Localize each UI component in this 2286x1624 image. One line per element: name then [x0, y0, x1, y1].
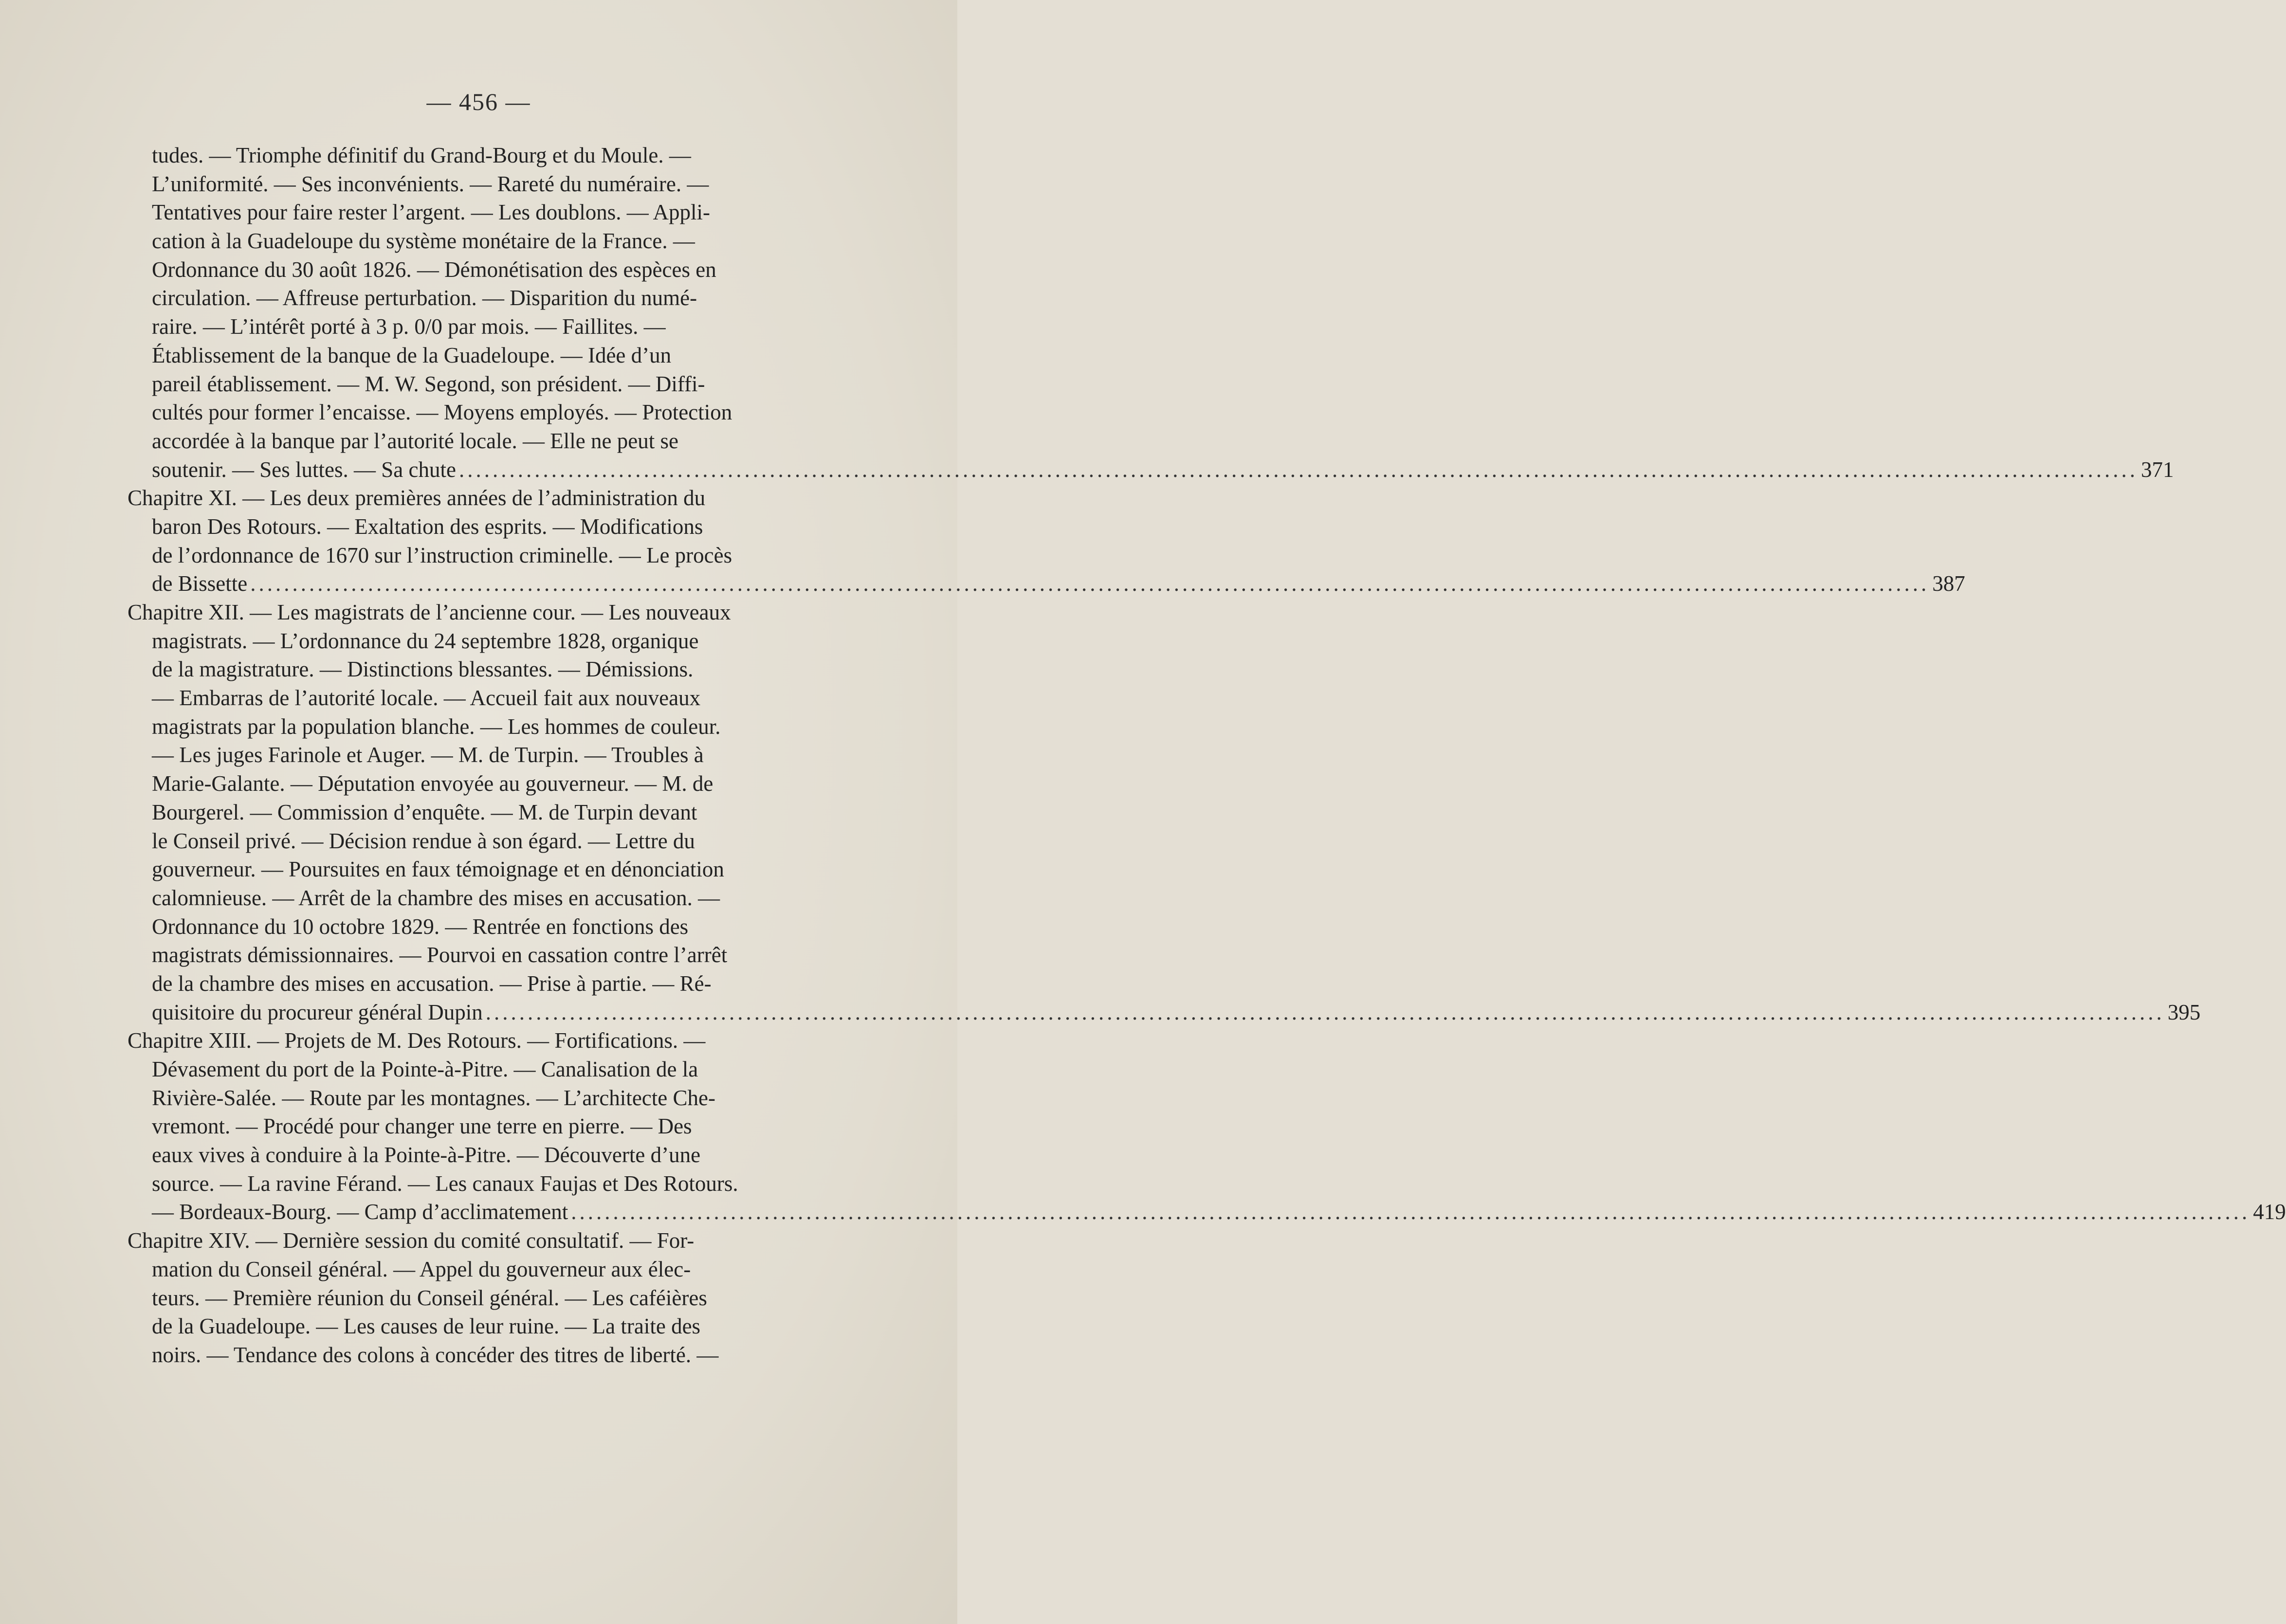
toc-entry-text: Ordonnance du 30 août 1826. — Démonétisation des espèces en [152, 257, 716, 282]
dot-leader: ........................................................................................................................................................................................................ [485, 1000, 2165, 1024]
toc-entry-line [128, 541, 871, 570]
toc-entry-line [128, 1312, 871, 1341]
toc-entry-text: eaux vives à conduire à la Pointe-à-Pitre. — Découverte d’une [152, 1143, 701, 1168]
toc-entry-line [128, 398, 871, 427]
toc-entry-line [128, 598, 871, 627]
toc-entry-text: Établissement de la banque de la Guadeloupe. — Idée d’un [152, 343, 672, 367]
toc-entry-text: soutenir. — Ses luttes. — Sa chute [152, 457, 456, 482]
toc-entry-line [128, 1226, 871, 1255]
toc-page-number: 371 [2140, 457, 2174, 482]
toc-entry-line [128, 170, 871, 199]
toc-entry-line [128, 941, 871, 969]
toc-entry-text: magistrats démissionnaires. — Pourvoi en cassation contre l’arrêt [152, 943, 728, 967]
toc-entry-text: cation à la Guadeloupe du système monétaire de la France. — [152, 229, 695, 254]
toc-entry-line [128, 969, 871, 998]
toc-entry-line [128, 312, 871, 341]
toc-entry-line-with-page [128, 456, 2174, 484]
toc-entry-text: Chapitre XIV. — Dernière session du comité consultatif. — For- [128, 1228, 695, 1253]
toc-entry-text: de Bissette [152, 571, 248, 596]
toc-entry-text: le Conseil privé. — Décision rendue à son égard. — Lettre du [152, 828, 695, 853]
toc-entry-text: Chapitre XI. — Les deux premières années de l’administration du [128, 486, 706, 511]
toc-entry-line [128, 1284, 871, 1313]
toc-entry-line [128, 1255, 871, 1284]
toc-entry-line-with-page [128, 569, 1965, 598]
toc-entry-line [128, 141, 871, 170]
toc-entry-text: baron Des Rotours. — Exaltation des esprits. — Modifications [152, 514, 703, 539]
toc-entry-line [128, 827, 871, 856]
toc-entry-line [128, 1112, 871, 1141]
toc-entry-text: de la chambre des mises en accusation. — Prise à partie. — Ré- [152, 971, 712, 996]
table-of-contents [128, 141, 2286, 1369]
toc-entry-text: — Bordeaux-Bourg. — Camp d’acclimatement [152, 1200, 568, 1224]
toc-entry-text: Chapitre XIII. — Projets de M. Des Rotours. — Fortifications. — [128, 1028, 706, 1053]
toc-entry-text: gouverneur. — Poursuites en faux témoignage et en dénonciation [152, 857, 724, 882]
toc-entry-line [128, 712, 871, 741]
toc-entry-text: Bourgerel. — Commission d’enquête. — M. de Turpin devant [152, 800, 697, 824]
toc-entry-text: cultés pour former l’encaisse. — Moyens employés. — Protection [152, 400, 732, 425]
toc-entry-text: raire. — L’intérêt porté à 3 p. 0/0 par mois. — Faillites. — [152, 314, 666, 339]
toc-entry-text: noirs. — Tendance des colons à concéder des titres de liberté. — [152, 1342, 719, 1367]
toc-entry-line-with-page [128, 998, 2201, 1027]
toc-page-number: 419 [2253, 1200, 2286, 1224]
toc-entry-line [128, 1141, 871, 1169]
toc-entry-text: Marie-Galante. — Députation envoyée au gouverneur. — M. de [152, 771, 713, 796]
toc-entry-line [128, 684, 871, 712]
toc-entry-line [128, 341, 871, 370]
toc-page-number: 395 [2167, 1000, 2201, 1024]
toc-entry-line-with-page [128, 1198, 2286, 1226]
toc-entry-line [128, 227, 871, 255]
toc-entry-line [128, 769, 871, 798]
toc-entry-line [128, 855, 871, 884]
toc-entry-line [128, 627, 871, 656]
toc-entry-text: magistrats par la population blanche. — Les hommes de couleur. [152, 714, 721, 739]
toc-entry-text: L’uniformité. — Ses inconvénients. — Rareté du numéraire. — [152, 171, 709, 196]
toc-entry-text: pareil établissement. — M. W. Segond, son président. — Diffi- [152, 371, 705, 396]
toc-entry-line [128, 512, 871, 541]
toc-entry-text: Dévasement du port de la Pointe-à-Pitre. — Canalisation de la [152, 1057, 698, 1081]
toc-entry-line [128, 884, 871, 912]
toc-entry-line [128, 912, 871, 941]
toc-entry-text: de l’ordonnance de 1670 sur l’instruction criminelle. — Le procès [152, 543, 732, 567]
toc-entry-line [128, 1026, 871, 1055]
page-number: — 456 — [426, 88, 531, 115]
toc-entry-line [128, 1055, 871, 1084]
toc-entry-text: magistrats. — L’ordonnance du 24 septembre 1828, organique [152, 628, 699, 653]
toc-entry-text: Ordonnance du 10 octobre 1829. — Rentrée en fonctions des [152, 914, 689, 939]
dot-leader: ........................................................................................................................................................................................................ [250, 571, 1930, 596]
toc-entry-line [128, 1169, 871, 1198]
toc-entry-line [128, 1341, 871, 1369]
toc-entry-line [128, 255, 871, 284]
toc-entry-line [128, 370, 871, 399]
toc-entry-line [128, 484, 871, 512]
toc-entry-text: quisitoire du procureur général Dupin [152, 1000, 483, 1024]
toc-entry-text: — Embarras de l’autorité locale. — Accueil fait aux nouveaux [152, 686, 701, 711]
toc-entry-text: — Les juges Farinole et Auger. — M. de Turpin. — Troubles à [152, 743, 704, 767]
toc-entry-text: teurs. — Première réunion du Conseil général. — Les caféières [152, 1285, 707, 1310]
toc-entry-text: Tentatives pour faire rester l’argent. — Les doublons. — Appli- [152, 200, 710, 225]
toc-entry-text: de la magistrature. — Distinctions blessantes. — Démissions. [152, 657, 694, 682]
toc-entry-line [128, 198, 871, 227]
toc-entry-text: de la Guadeloupe. — Les causes de leur ruine. — La traite des [152, 1314, 701, 1339]
toc-page-number: 387 [1932, 571, 1965, 596]
toc-entry-line [128, 655, 871, 684]
dot-leader: ........................................................................................................................................................................................................ [458, 457, 2138, 482]
toc-entry-text: accordée à la banque par l’autorité locale. — Elle ne peut se [152, 428, 678, 453]
dot-leader: ........................................................................................................................................................................................................ [571, 1200, 2250, 1224]
toc-entry-line [128, 427, 871, 456]
toc-entry-text: mation du Conseil général. — Appel du gouverneur aux élec- [152, 1257, 691, 1281]
toc-entry-text: Rivière-Salée. — Route par les montagnes. — L’architecte Che- [152, 1085, 715, 1110]
toc-entry-line [128, 741, 871, 769]
toc-entry-text: circulation. — Affreuse perturbation. — Disparition du numé- [152, 286, 697, 310]
toc-entry-text: source. — La ravine Férand. — Les canaux Faujas et Des Rotours. [152, 1171, 738, 1196]
toc-entry-text: calomnieuse. — Arrêt de la chambre des mises en accusation. — [152, 885, 720, 910]
toc-entry-text: Chapitre XII. — Les magistrats de l’ancienne cour. — Les nouveaux [128, 600, 731, 624]
toc-entry-line [128, 1084, 871, 1113]
toc-entry-text: tudes. — Triomphe définitif du Grand-Bourg et du Moule. — [152, 143, 691, 167]
toc-entry-line [128, 798, 871, 827]
toc-entry-line [128, 284, 871, 312]
toc-entry-text: vremont. — Procédé pour changer une terre en pierre. — Des [152, 1114, 692, 1139]
